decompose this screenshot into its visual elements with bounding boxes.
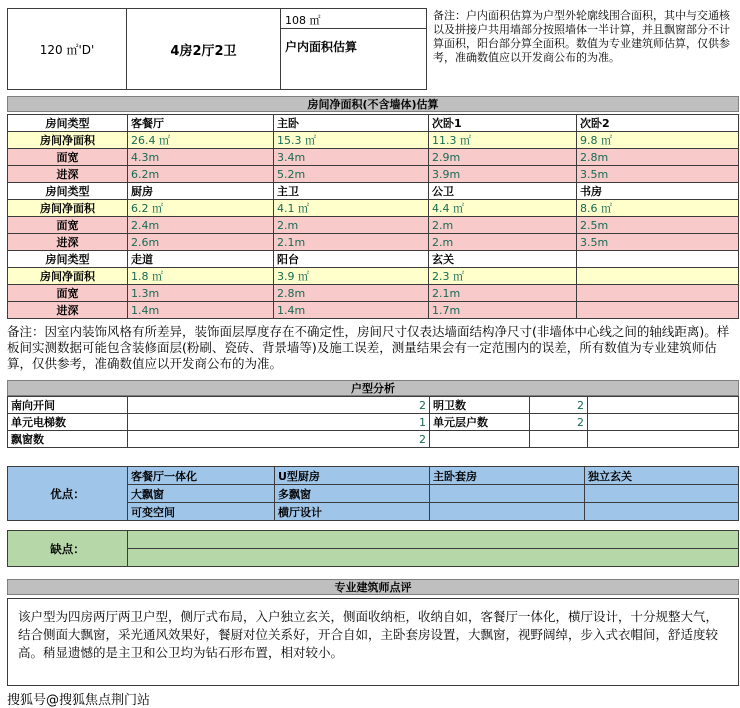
table-row	[8, 217, 739, 234]
room-cell: 26.4 ㎡	[128, 132, 274, 149]
room-cell: 2.3 ㎡	[429, 268, 577, 285]
cons-cell	[128, 531, 739, 549]
pros-cell: U型厨房	[275, 467, 430, 485]
analysis-value: 1	[128, 414, 430, 431]
pros-cell: 可变空间	[128, 503, 275, 521]
row-label: 进深	[8, 234, 128, 251]
room-cell: 5.2m	[274, 166, 429, 183]
analysis-label	[430, 431, 530, 448]
table-row	[8, 285, 739, 302]
room-cell	[577, 251, 739, 268]
room-cell: 1.4m	[128, 302, 274, 319]
room-cell: 主卧	[274, 115, 429, 132]
room-cell: 2.m	[429, 217, 577, 234]
room-cell: 9.8 ㎡	[577, 132, 739, 149]
room-cell: 2.4m	[128, 217, 274, 234]
analysis-value: 2	[128, 431, 430, 448]
table-row	[8, 234, 739, 251]
analysis-table	[7, 396, 739, 448]
section-header-review: 专业建筑师点评	[7, 579, 739, 595]
room-cell: 3.5m	[577, 166, 739, 183]
analysis-label: 单元层户数	[430, 414, 530, 431]
pros-cell: 多飘窗	[275, 485, 430, 503]
room-cell: 1.7m	[429, 302, 577, 319]
table-row	[8, 397, 739, 414]
top-note: 备注：户内面积估算为户型外轮廓线围合面积，其中与交通核以及拼接户共用墙部分按照墙体一半计算，并且飘窗部分不计算面积，阳台部分算全面积。数值为专业建筑师估算，仅供参考，准确数值应以开发商公布的为准。	[433, 9, 730, 65]
room-cell: 次卧1	[429, 115, 577, 132]
inner-area-value: 108 ㎡	[281, 9, 426, 29]
room-cell: 1.4m	[274, 302, 429, 319]
row-label: 房间类型	[8, 251, 128, 268]
cons-label: 缺点：	[8, 531, 128, 567]
table-row	[8, 132, 739, 149]
table-row	[8, 467, 739, 485]
analysis-label: 明卫数	[430, 397, 530, 414]
analysis-label: 飘窗数	[8, 431, 128, 448]
room-cell: 公卫	[429, 183, 577, 200]
row-label: 面宽	[8, 285, 128, 302]
room-cell	[577, 302, 739, 319]
room-cell: 书房	[577, 183, 739, 200]
room-cell: 11.3 ㎡	[429, 132, 577, 149]
top-header	[7, 8, 739, 90]
room-cell: 3.5m	[577, 234, 739, 251]
pros-table	[7, 466, 739, 521]
pros-cell: 横厅设计	[275, 503, 430, 521]
room-cell: 2.1m	[274, 234, 429, 251]
room-cell: 2.m	[274, 217, 429, 234]
table-row	[8, 115, 739, 132]
table-row	[8, 268, 739, 285]
section-header-room-area: 房间净面积(不含墙体)估算	[7, 96, 739, 112]
table-row	[8, 431, 739, 448]
table-row	[8, 200, 739, 217]
room-cell	[577, 268, 739, 285]
room-cell: 2.6m	[128, 234, 274, 251]
analysis-value: 2	[530, 414, 588, 431]
pros-cell	[585, 503, 739, 521]
room-cell: 1.8 ㎡	[128, 268, 274, 285]
unit-area-box: 120 ㎡'D'	[7, 8, 127, 90]
room-cell: 4.1 ㎡	[274, 200, 429, 217]
room-cell: 1.3m	[128, 285, 274, 302]
room-cell: 厨房	[128, 183, 274, 200]
row-label: 房间净面积	[8, 268, 128, 285]
room-area-table	[7, 114, 739, 319]
watermark: 搜狐号@搜狐焦点荆门站	[7, 693, 151, 708]
architect-review-text: 该户型为四房两厅两卫户型，侧厅式布局，入户独立玄关，侧面收纳柜，收纳自如，客餐厅一体化，横厅设计，十分规整大气，结合侧面大飘窗，采光通风效果好，餐厨对位关系好，开合自如，主卧套房设置，大飘窗，视野阔绰，步入式衣帽间，舒适度较高。稍显遗憾的是主卫和公卫均为钻石形布置，相对较小。	[7, 598, 739, 686]
room-cell: 2.8m	[274, 285, 429, 302]
table-row	[8, 251, 739, 268]
room-cell: 走道	[128, 251, 274, 268]
room-cell: 2.1m	[429, 285, 577, 302]
room-cell: 6.2 ㎡	[128, 200, 274, 217]
table-row	[8, 302, 739, 319]
pros-cell: 主卧套房	[430, 467, 585, 485]
analysis-value	[530, 431, 588, 448]
pros-label: 优点：	[8, 467, 128, 521]
inner-area-box	[281, 8, 427, 90]
section-header-analysis: 户型分析	[7, 380, 739, 396]
row-label: 房间类型	[8, 115, 128, 132]
pros-cell	[430, 503, 585, 521]
analysis-label: 南向开间	[8, 397, 128, 414]
row-label: 进深	[8, 166, 128, 183]
pros-cell	[430, 485, 585, 503]
table-row	[8, 166, 739, 183]
room-cell: 玄关	[429, 251, 577, 268]
pros-cell	[585, 485, 739, 503]
room-cell: 4.3m	[128, 149, 274, 166]
row-label: 面宽	[8, 217, 128, 234]
table-row	[8, 414, 739, 431]
row-label: 房间净面积	[8, 200, 128, 217]
room-table-footnote: 备注：因室内装饰风格有所差异，装饰面层厚度存在不确定性，房间尺寸仅表达墙面结构净尺寸(非墙体中心线之间的轴线距离)。样板间实测数据可能包含装修面层(粉刷、瓷砖、背景墙等)及施工误差，测量结果会有一定范围内的误差，所有数值为专业建筑师估算，仅供参考，准确数值应以开发商公布的为准。	[7, 324, 730, 371]
room-cell: 2.5m	[577, 217, 739, 234]
room-cell: 2.9m	[429, 149, 577, 166]
room-cell	[577, 285, 739, 302]
empty-cell	[588, 431, 739, 448]
room-cell: 8.6 ㎡	[577, 200, 739, 217]
pros-cell: 客餐厅一体化	[128, 467, 275, 485]
cons-table	[7, 530, 739, 567]
empty-cell	[588, 397, 739, 414]
room-cell: 阳台	[274, 251, 429, 268]
table-row	[8, 531, 739, 549]
row-label: 房间类型	[8, 183, 128, 200]
room-cell: 客餐厅	[128, 115, 274, 132]
pros-cell: 大飘窗	[128, 485, 275, 503]
room-cell: 3.9m	[429, 166, 577, 183]
unit-layout-box: 4房2厅2卫	[127, 8, 281, 90]
table-row	[8, 149, 739, 166]
cons-cell	[128, 549, 739, 567]
row-label: 进深	[8, 302, 128, 319]
room-cell: 2.8m	[577, 149, 739, 166]
room-cell: 3.4m	[274, 149, 429, 166]
room-cell: 15.3 ㎡	[274, 132, 429, 149]
analysis-value: 2	[530, 397, 588, 414]
table-row	[8, 183, 739, 200]
row-label: 房间净面积	[8, 132, 128, 149]
row-label: 面宽	[8, 149, 128, 166]
empty-cell	[588, 414, 739, 431]
analysis-label: 单元电梯数	[8, 414, 128, 431]
pros-cell: 独立玄关	[585, 467, 739, 485]
room-cell: 次卧2	[577, 115, 739, 132]
room-cell: 3.9 ㎡	[274, 268, 429, 285]
room-cell: 6.2m	[128, 166, 274, 183]
analysis-value: 2	[128, 397, 430, 414]
room-cell: 4.4 ㎡	[429, 200, 577, 217]
room-cell: 主卫	[274, 183, 429, 200]
inner-area-title: 户内面积估算	[285, 40, 358, 54]
room-cell: 2.m	[429, 234, 577, 251]
